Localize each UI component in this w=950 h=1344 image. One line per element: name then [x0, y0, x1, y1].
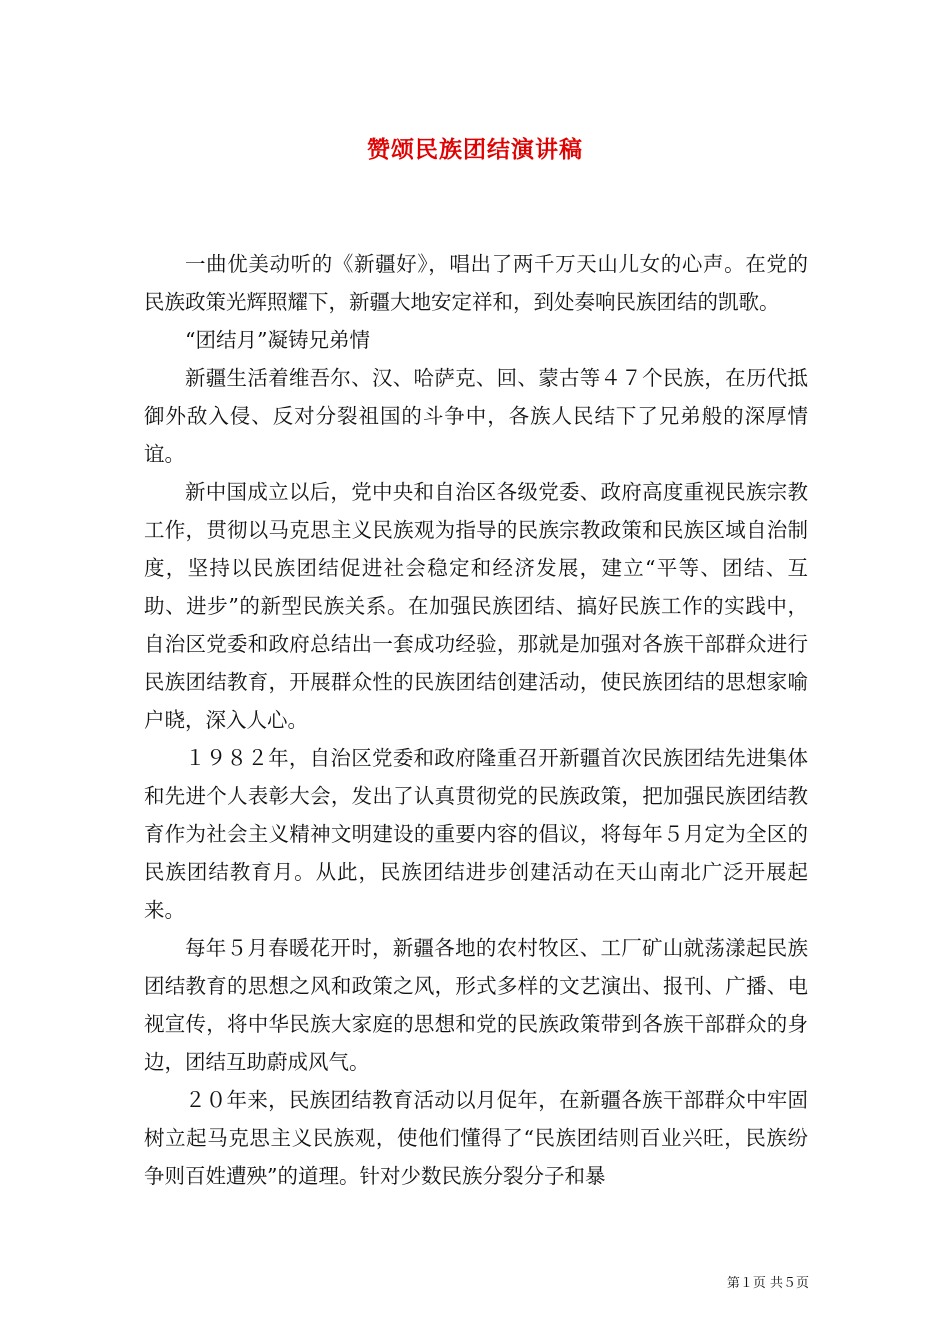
document-title: 赞颂民族团结演讲稿	[367, 136, 583, 163]
paragraph-intro: 一曲优美动听的《新疆好》，唱出了两千万天山儿女的心声。在党的民族政策光辉照耀下，新疆大地安定祥和，到处奏响民族团结的凯歌。	[144, 252, 808, 314]
paragraph: 新疆生活着维吾尔、汉、哈萨克、回、蒙古等４７个民族，在历代抵御外敌入侵、反对分裂祖国的斗争中，各族人民结下了兄弟般的深厚情谊。	[144, 366, 808, 466]
paragraph: 每年５月春暖花开时，新疆各地的农村牧区、工厂矿山就荡漾起民族团结教育的思想之风和政策之风，形式多样的文艺演出、报刊、广播、电视宣传，将中华民族大家庭的思想和党的民族政策带到各族干部群众的身边，团结互助蔚成风气。	[144, 936, 808, 1074]
document-body	[144, 245, 808, 1195]
paragraph: ２０年来，民族团结教育活动以月促年，在新疆各族干部群众中牢固树立起马克思主义民族观，使他们懂得了“民族团结则百业兴旺，民族纷争则百姓遭殃”的道理。针对少数民族分裂分子和暴	[144, 1088, 808, 1188]
paragraph: １９８２年，自治区党委和政府隆重召开新疆首次民族团结先进集体和先进个人表彰大会，发出了认真贯彻党的民族政策，把加强民族团结教育作为社会主义精神文明建设的重要内容的倡议，将每年５月定为全区的民族团结教育月。从此，民族团结进步创建活动在天山南北广泛开展起来。	[144, 746, 808, 922]
page-number: 第１页 共５页	[726, 1276, 809, 1291]
paragraph: 新中国成立以后，党中央和自治区各级党委、政府高度重视民族宗教工作，贯彻以马克思主义民族观为指导的民族宗教政策和民族区域自治制度，坚持以民族团结促进社会稳定和经济发展，建立“平等、团结、互助、进步”的新型民族关系。在加强民族团结、搞好民族工作的实践中，自治区党委和政府总结出一套成功经验，那就是加强对各族干部群众进行民族团结教育，开展群众性的民族团结创建活动，使民族团结的思想家喻户晓，深入人心。	[144, 480, 808, 732]
section-heading: “团结月”凝铸兄弟情	[185, 328, 370, 352]
